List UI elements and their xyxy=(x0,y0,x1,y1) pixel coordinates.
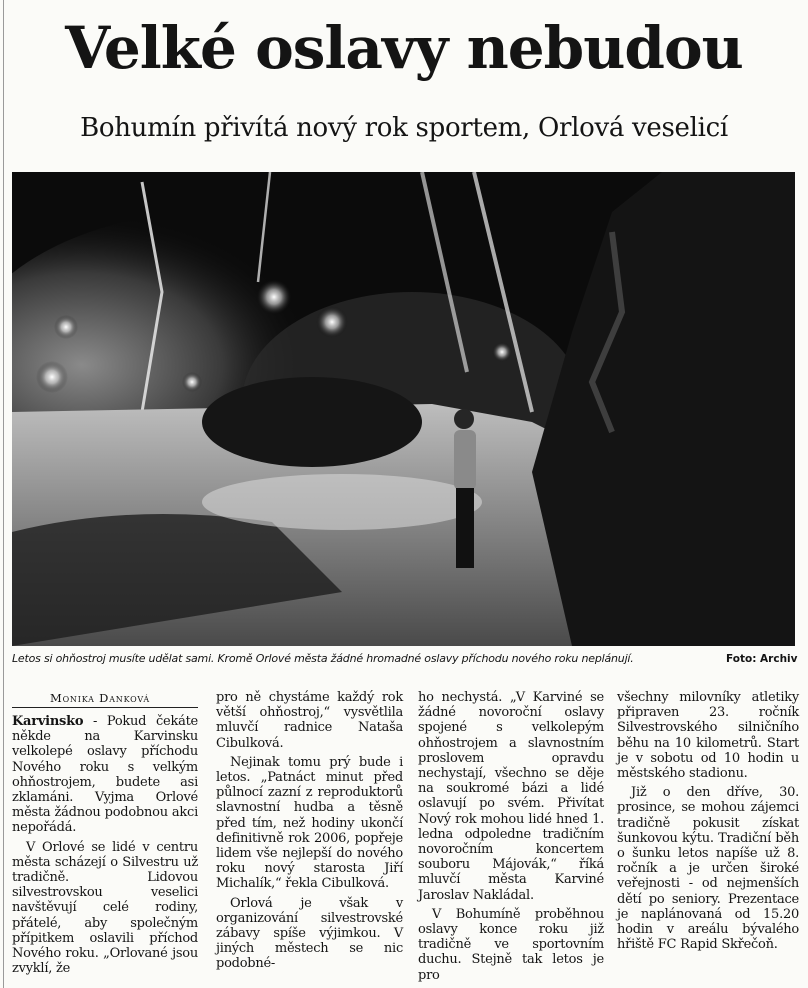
photo-credit: Foto: Archiv xyxy=(726,653,798,665)
paragraph: Karvinsko - Pokud čekáte někde na Karvinsku velkolepé oslavy příchodu Nového roku s velkým ohňostrojem, budete asi zklamáni. Vyjma Orlové města žádnou podobnou akci nepořádá. xyxy=(12,714,198,836)
paragraph: pro ně chystáme každý rok větší ohňostroj,“ vysvětlila mluvčí radnice Nataša Cibulková. xyxy=(216,690,403,751)
paragraph: ho nechystá. „V Karviné se žádné novoroční oslavy spojené s velkolepým ohňostrojem a slavnostním proslovem opravdu nechystají, všechno se děje na soukromé bázi a lidé oslavují po svém. Přivítat Nový rok mohou lidé hned 1. ledna odpoledne tradičním novoročním koncertem souboru Májovák,“ říká mluvčí města Karviné Jaroslav Nakládal. xyxy=(418,690,604,903)
subheadline: Bohumín přivítá nový rok sportem, Orlová veselicí xyxy=(80,113,728,143)
article-column-1 xyxy=(12,714,198,976)
paragraph: všechny milovníky atletiky připraven 23. ročník Silvestrovského silničního běhu na 10 kilometrů. Start je v sobotu od 10 hodin u městského stadionu. xyxy=(617,690,799,782)
article-column-4 xyxy=(617,690,799,952)
paragraph: Orlová je však v organizování silvestrovské zábavy spíše výjimkou. V jiných městech se nic podobné- xyxy=(216,895,403,972)
byline-rule xyxy=(12,707,198,708)
paragraph: Nejinak tomu prý bude i letos. „Patnáct minut před půlnocí zazní z reproduktorů slavnostní hudba a těsně před tím, než hodiny ukončí definitivně rok 2006, popřeje lidem vše nejlepší do nového roku nový starosta Jiří Michalík,“ řekla Cibulková. xyxy=(216,754,403,892)
dateline: Karvinsko xyxy=(12,714,84,729)
photo-caption: Letos si ohňostroj musíte udělat sami. Kromě Orlové města žádné hromadné oslavy příchodu nového roku neplánují. xyxy=(12,652,634,665)
article-photo xyxy=(12,172,795,646)
paragraph: Již o den dříve, 30. prosince, se mohou zájemci tradičně pokusit získat šunkovou kýtu. Tradiční běh o šunku letos napíše už 8. ročník a je určen široké veřejnosti - od nejmenších dětí po seniory. Prezentace je naplánovaná od 15.20 hodin v areálu bývalého hřiště FC Rapid Skřečoň. xyxy=(617,785,799,953)
article-column-3 xyxy=(418,690,604,983)
paragraph: V Orlové se lidé v centru města scházejí o Silvestru už tradičně. Lidovou silvestrovskou veselici navštěvují celé rodiny, přátelé, aby společným přípitkem oslavili příchod Nového roku. „Orlované jsou zvyklí, že xyxy=(12,839,198,977)
article-column-2 xyxy=(216,690,403,972)
headline: Velké oslavy nebudou xyxy=(65,14,743,82)
byline: Monika Danková xyxy=(50,691,150,705)
paragraph: V Bohumíně proběhnou oslavy konce roku již tradičně ve sportovním duchu. Stejně tak letos je pro xyxy=(418,906,604,983)
